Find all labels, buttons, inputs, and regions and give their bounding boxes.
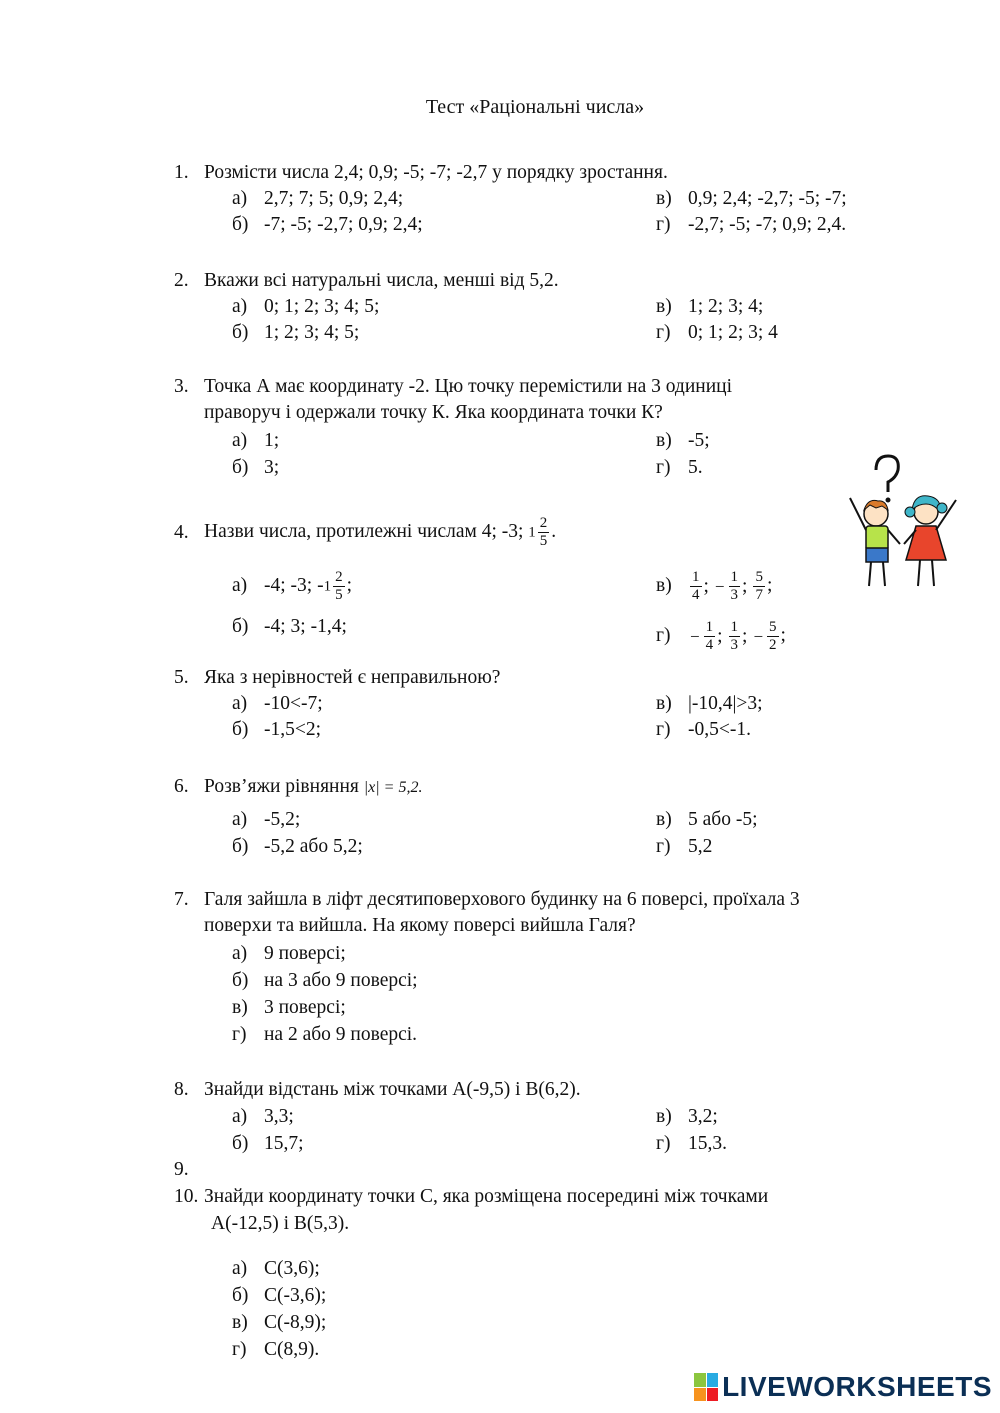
option-v[interactable] xyxy=(656,428,710,454)
option-text: -4; 3; -1,4; xyxy=(264,616,347,637)
numerator: 5 xyxy=(769,619,777,636)
question-number: 9. xyxy=(174,1159,189,1180)
option-label: б) xyxy=(232,616,249,637)
option-a[interactable] xyxy=(232,807,300,833)
question-number: 8. xyxy=(174,1079,189,1100)
option-v[interactable] xyxy=(232,1310,326,1336)
option-b[interactable] xyxy=(232,320,359,346)
option-text: -0,5<-1. xyxy=(688,719,751,740)
option-label: г) xyxy=(656,214,671,235)
option-label: г) xyxy=(656,625,671,646)
option-v[interactable] xyxy=(656,294,763,320)
option-g[interactable] xyxy=(656,717,751,743)
numerator: 1 xyxy=(692,569,700,586)
punct: . xyxy=(551,521,557,542)
logo-mark-icon xyxy=(694,1373,718,1401)
option-label: в) xyxy=(656,809,672,830)
option-label: б) xyxy=(232,214,249,235)
punct: ; xyxy=(780,625,786,646)
question-number: 10. xyxy=(174,1186,199,1207)
kids-illustration xyxy=(838,448,968,598)
option-label: в) xyxy=(656,693,672,714)
fraction xyxy=(690,569,702,604)
option-a[interactable] xyxy=(232,186,403,212)
minus-sign: − xyxy=(714,576,725,596)
question-text-main: Розв’яжи рівняння xyxy=(204,776,359,797)
option-text: 15,3. xyxy=(688,1133,727,1154)
separator: ; xyxy=(742,625,748,647)
denominator: 4 xyxy=(705,637,714,654)
minus-sign: − xyxy=(690,626,700,646)
logo-square xyxy=(694,1373,706,1387)
option-v[interactable] xyxy=(656,807,758,833)
question-number: 3. xyxy=(174,376,189,397)
option-text: 3; xyxy=(264,457,280,478)
logo-square xyxy=(707,1388,719,1402)
option-text: 2,7; 7; 5; 0,9; 2,4; xyxy=(264,188,404,209)
option-g[interactable] xyxy=(232,1337,319,1363)
numerator: 5 xyxy=(755,569,763,586)
fraction xyxy=(704,619,716,654)
option-label: в) xyxy=(232,997,248,1018)
liveworksheets-logo xyxy=(694,1371,992,1403)
option-text: 3 поверсі; xyxy=(264,997,346,1018)
option-label: б) xyxy=(232,1285,249,1306)
fraction xyxy=(729,569,741,604)
question-number: 2. xyxy=(174,270,189,291)
option-v[interactable] xyxy=(656,1104,718,1130)
logo-square xyxy=(707,1373,719,1387)
option-b[interactable] xyxy=(232,1131,304,1157)
fraction xyxy=(753,569,765,604)
option-v[interactable] xyxy=(232,995,346,1021)
mixed-whole: 1 xyxy=(528,524,536,541)
option-text: |-10,4|>3; xyxy=(688,693,763,714)
option-label: г) xyxy=(232,1024,247,1045)
option-text: -7; -5; -2,7; 0,9; 2,4; xyxy=(264,214,423,235)
question-number: 5. xyxy=(174,667,189,688)
denominator: 2 xyxy=(769,637,777,654)
option-a[interactable] xyxy=(232,1256,320,1282)
option-b[interactable] xyxy=(232,614,347,640)
option-label: г) xyxy=(656,457,671,478)
mixed-whole: 1 xyxy=(323,578,332,595)
numerator: 1 xyxy=(730,619,739,636)
option-label: г) xyxy=(656,1133,671,1154)
page-title: Тест «Раціональні числа» xyxy=(425,96,645,118)
option-text: 0,9; 2,4; -2,7; -5; -7; xyxy=(688,188,847,209)
option-label: а) xyxy=(232,188,248,209)
denominator: 3 xyxy=(730,587,739,604)
option-label: а) xyxy=(232,693,248,714)
option-g[interactable] xyxy=(656,1131,727,1157)
option-text: 1; 2; 3; 4; xyxy=(688,296,764,317)
option-text: -5,2 або 5,2; xyxy=(264,836,363,857)
option-b[interactable] xyxy=(232,834,363,860)
denominator: 4 xyxy=(692,587,700,604)
option-text: 5,2 xyxy=(688,836,713,857)
separator: ; xyxy=(717,625,723,647)
fraction xyxy=(333,569,345,604)
option-g[interactable] xyxy=(656,834,712,860)
question-number: 1. xyxy=(174,162,189,183)
option-label: а) xyxy=(232,943,248,964)
option-a[interactable] xyxy=(232,691,323,717)
option-label: б) xyxy=(232,1133,249,1154)
option-text: 15,7; xyxy=(264,1133,304,1154)
option-label: г) xyxy=(656,836,671,857)
option-g[interactable] xyxy=(656,320,778,346)
question-text-line1: Знайди координату точки С, яка розміщена посередині між точками xyxy=(204,1186,769,1207)
option-label: в) xyxy=(656,296,672,317)
punct: ; xyxy=(766,575,773,596)
minus-sign: − xyxy=(753,626,764,646)
option-v[interactable] xyxy=(656,566,772,607)
logo-square xyxy=(694,1388,706,1402)
option-label: б) xyxy=(232,719,249,740)
option-text: -5,2; xyxy=(264,809,301,830)
option-b[interactable] xyxy=(232,455,279,481)
question-number: 4. xyxy=(174,522,189,543)
numerator: 1 xyxy=(730,569,739,586)
question-text-line2: поверхи та вийшла. На якому поверсі вийшла Галя? xyxy=(204,915,636,936)
option-text: С(-8,9); xyxy=(264,1312,327,1333)
denominator: 5 xyxy=(539,533,548,550)
option-v[interactable] xyxy=(656,691,763,717)
option-text: -5; xyxy=(688,430,710,451)
numerator: 2 xyxy=(335,569,343,586)
option-label: в) xyxy=(656,188,672,209)
option-text: 9 поверсі; xyxy=(264,943,346,964)
option-label: б) xyxy=(232,322,249,343)
option-text: 3,2; xyxy=(688,1106,718,1127)
question-number: 6. xyxy=(174,776,189,797)
option-g[interactable] xyxy=(656,455,703,481)
option-b[interactable] xyxy=(232,212,423,238)
option-a[interactable] xyxy=(232,428,279,454)
denominator: 7 xyxy=(755,587,763,604)
option-g[interactable] xyxy=(232,1022,417,1048)
numerator: 2 xyxy=(539,515,548,532)
option-g[interactable] xyxy=(656,616,786,657)
option-text: 5 або -5; xyxy=(688,809,758,830)
question-text-line2: А(-12,5) і В(5,3). xyxy=(211,1213,350,1234)
option-label: б) xyxy=(232,836,249,857)
equation: |x| = 5,2. xyxy=(363,779,423,796)
option-label: б) xyxy=(232,970,249,991)
option-text: на 2 або 9 поверсі. xyxy=(264,1024,418,1045)
option-label: а) xyxy=(232,809,248,830)
option-a[interactable] xyxy=(232,294,379,320)
option-label: г) xyxy=(656,322,671,343)
option-label: г) xyxy=(232,1339,247,1360)
option-text: 0; 1; 2; 3; 4 xyxy=(688,322,778,343)
option-text: 0; 1; 2; 3; 4; 5; xyxy=(264,296,380,317)
option-text: 1; xyxy=(264,430,280,451)
question-text-main: Назви числа, протилежні числам 4; -3; xyxy=(204,521,524,542)
fraction xyxy=(729,619,741,654)
question-text-line1: Точка А має координату -2. Цю точку перемістили на 3 одиниці xyxy=(204,376,733,397)
option-g[interactable] xyxy=(656,212,846,238)
option-label: а) xyxy=(232,1106,248,1127)
denominator: 5 xyxy=(335,587,343,604)
option-text: С(8,9). xyxy=(264,1339,320,1360)
option-text: -2,7; -5; -7; 0,9; 2,4. xyxy=(688,214,847,235)
option-text: -10<-7; xyxy=(264,693,323,714)
option-text: С(-3,6); xyxy=(264,1285,327,1306)
option-label: а) xyxy=(232,1258,248,1279)
option-text: -4; -3; - xyxy=(264,575,324,596)
option-b[interactable] xyxy=(232,1283,326,1309)
option-label: а) xyxy=(232,430,248,451)
question-text: Вкажи всі натуральні числа, менші від 5,2. xyxy=(204,270,559,291)
punct: ; xyxy=(346,575,352,596)
option-text: на 3 або 9 поверсі; xyxy=(264,970,418,991)
separator: ; xyxy=(742,575,748,597)
option-b[interactable] xyxy=(232,717,321,743)
question-text xyxy=(204,774,422,801)
question-text: Розмісти числа 2,4; 0,9; -5; -7; -2,7 у порядку зростання. xyxy=(204,162,668,183)
option-label: в) xyxy=(656,575,672,596)
question-text xyxy=(204,512,556,553)
denominator: 3 xyxy=(730,637,739,654)
question-number: 7. xyxy=(174,889,189,910)
fraction xyxy=(767,619,779,654)
option-text: 1; 2; 3; 4; 5; xyxy=(264,322,360,343)
question-text: Знайди відстань між точками А(-9,5) і В(6,2). xyxy=(204,1079,581,1100)
option-text: С(3,6); xyxy=(264,1258,320,1279)
question-text-line1: Галя зайшла в ліфт десятиповерхового будинку на 6 поверсі, проїхала 3 xyxy=(204,889,800,910)
option-v[interactable] xyxy=(656,186,847,212)
option-label: в) xyxy=(656,1106,672,1127)
separator: ; xyxy=(703,575,709,597)
option-label: г) xyxy=(656,719,671,740)
option-text: 3,3; xyxy=(264,1106,294,1127)
option-label: а) xyxy=(232,575,248,596)
question-text-line2: праворуч і одержали точку К. Яка координата точки К? xyxy=(204,402,663,423)
option-text: 5. xyxy=(688,457,703,478)
question-text: Яка з нерівностей є неправильною? xyxy=(204,667,501,688)
option-label: в) xyxy=(656,430,672,451)
option-a[interactable] xyxy=(232,1104,294,1130)
option-label: а) xyxy=(232,296,248,317)
option-a[interactable] xyxy=(232,566,352,607)
logo-text: LIVEWORKSHEETS xyxy=(722,1371,992,1402)
numerator: 1 xyxy=(705,619,714,636)
option-text: -1,5<2; xyxy=(264,719,322,740)
option-label: б) xyxy=(232,457,249,478)
option-b[interactable] xyxy=(232,968,418,994)
option-a[interactable] xyxy=(232,941,346,967)
fraction xyxy=(538,515,550,550)
option-label: в) xyxy=(232,1312,248,1333)
